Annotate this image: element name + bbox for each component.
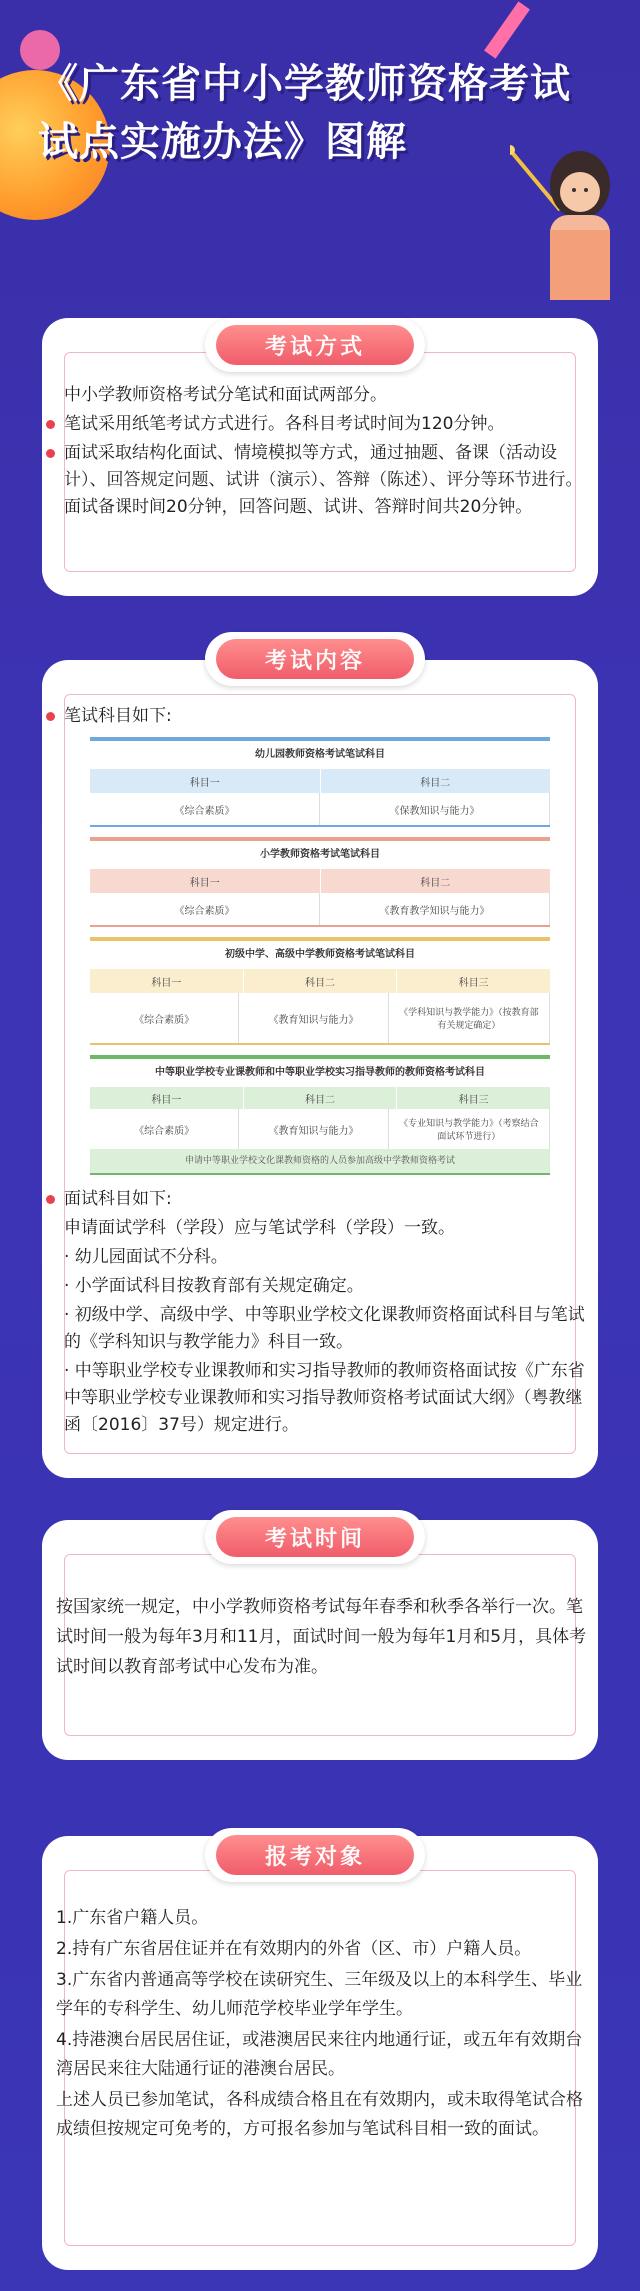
table-header: 科目一: [90, 769, 321, 793]
table-row: [90, 893, 550, 925]
tab-label: 报考对象: [216, 1835, 414, 1875]
written-subjects-label: 笔试科目如下:: [50, 703, 590, 730]
table-cell: 《综合素质》: [90, 793, 320, 825]
interview-line: · 小学面试科目按教育部有关规定确定。: [64, 1276, 364, 1296]
interview-line: · 初级中学、高级中学、中等职业学校文化课教师资格面试科目与笔试的《学科知识与教学能力》科目一致。: [64, 1305, 585, 1352]
table-cell: 《综合素质》: [90, 993, 239, 1043]
table-row: [90, 793, 550, 825]
eligibility-item: 1.广东省户籍人员。: [56, 1908, 209, 1928]
title-line-2: 试点实施办法》图解: [38, 119, 407, 165]
table-header: 科目一: [90, 869, 321, 893]
table-header-row: [90, 1087, 550, 1109]
eligibility-item: 2.持有广东省居住证并在有效期内的外省（区、市）户籍人员。: [56, 1939, 532, 1959]
decorative-stripe: [484, 1, 530, 58]
table-row: [90, 1109, 550, 1149]
tab-label: 考试方式: [216, 325, 414, 365]
table-primary: [90, 837, 550, 927]
interview-subjects-label: 面试科目如下:: [50, 1186, 590, 1213]
tab-eligibility: [205, 1828, 425, 1882]
eligibility-item: 4.持港澳台居民居住证，或港澳居民来往内地通行证，或五年有效期台湾居民来往大陆通行证的港澳台居民。: [56, 2030, 583, 2079]
method-text: [50, 382, 590, 523]
time-text: 按国家统一规定，中小学教师资格考试每年春季和秋季各举行一次。笔试时间一般为每年3月和11月，面试时间一般为每年1月和5月，具体考试时间以教育部考试中心发布为准。: [56, 1597, 587, 1677]
table-title: 幼儿园教师资格考试笔试科目: [255, 749, 385, 760]
interview-line: · 幼儿园面试不分科。: [64, 1247, 228, 1267]
tab-label: 考试时间: [216, 1517, 414, 1557]
table-header: 科目三: [458, 977, 489, 989]
method-intro: 中小学教师资格考试分笔试和面试两部分。: [64, 385, 387, 405]
method-bullet: 笔试采用纸笔考试方式进行。各科目考试时间为120分钟。: [50, 411, 590, 438]
eligibility-note: 上述人员已参加笔试，各科成绩合格且在有效期内，或未取得笔试合格成绩但按规定可免考的，方可报名参加与笔试科目相一致的面试。: [56, 2090, 583, 2139]
table-secondary: [90, 937, 550, 1045]
table-header-row: [90, 769, 550, 793]
tab-exam-time: [205, 1510, 425, 1564]
table-header: 科目二: [420, 877, 451, 889]
written-subjects-tables: [90, 737, 550, 1175]
table-header: 科目二: [244, 1087, 398, 1109]
table-cell: 《保教知识与能力》: [320, 793, 550, 825]
table-footnote: 申请中等职业学校文化课教师资格的人员参加高级中学教师资格考试: [90, 1149, 550, 1173]
table-vocational: [90, 1055, 550, 1175]
table-cell: 《教育教学知识与能力》: [320, 893, 550, 925]
table-header: 科目一: [90, 969, 244, 993]
tab-exam-method: [205, 318, 425, 372]
tab-label: 考试内容: [216, 639, 414, 679]
written-label: [50, 703, 590, 730]
table-header: 科目一: [90, 1087, 244, 1109]
interview-line: 申请面试学科（学段）应与笔试学科（学段）一致。: [64, 1218, 455, 1238]
eligibility-text: [50, 1904, 590, 2146]
table-header-row: [90, 869, 550, 893]
table-cell: 《专业知识与教学能力》（考察结合面试环节进行）: [389, 1109, 550, 1149]
interview-text: [50, 1186, 590, 1441]
table-header: 科目三: [458, 1094, 489, 1106]
teacher-illustration-icon: [510, 130, 630, 300]
table-kindergarten: [90, 737, 550, 827]
title-line-1: 《广东省中小学教师资格考试: [38, 61, 571, 107]
table-cell: 《综合素质》: [90, 1109, 239, 1149]
interview-line: · 中等职业学校专业课教师和实习指导教师的教师资格面试按《广东省中等职业学校专业课教师和实习指导教师资格考试面试大纲》（粤教继函〔2016〕37号）规定进行。: [64, 1361, 585, 1435]
table-header: 科目二: [244, 969, 398, 993]
table-cell: 《教育知识与能力》: [239, 993, 388, 1043]
table-header-row: [90, 969, 550, 993]
header-banner: [0, 0, 640, 300]
table-title: 小学教师资格考试笔试科目: [260, 849, 380, 860]
eligibility-item: 3.广东省内普通高等学校在读研究生、三年级及以上的本科学生、毕业学年的专科学生、幼儿师范学校毕业学年学生。: [56, 1970, 583, 2019]
table-row: [90, 993, 550, 1043]
tab-exam-content: [205, 632, 425, 686]
table-cell: 《教育知识与能力》: [239, 1109, 388, 1149]
table-title: 中等职业学校专业课教师和中等职业学校实习指导教师的教师资格考试科目: [155, 1067, 485, 1078]
method-bullet: 面试采取结构化面试、情境模拟等方式，通过抽题、备课（活动设计）、回答规定问题、试讲（演示）、答辩（陈述）、评分等环节进行。面试备课时间20分钟，回答问题、试讲、答辩时间共20分钟。: [50, 440, 590, 521]
table-header: 科目二: [420, 777, 451, 789]
table-cell: 《学科知识与教学能力》（按教育部有关规定确定）: [389, 993, 550, 1043]
table-title: 初级中学、高级中学教师资格考试笔试科目: [225, 949, 415, 960]
table-cell: 《综合素质》: [90, 893, 320, 925]
